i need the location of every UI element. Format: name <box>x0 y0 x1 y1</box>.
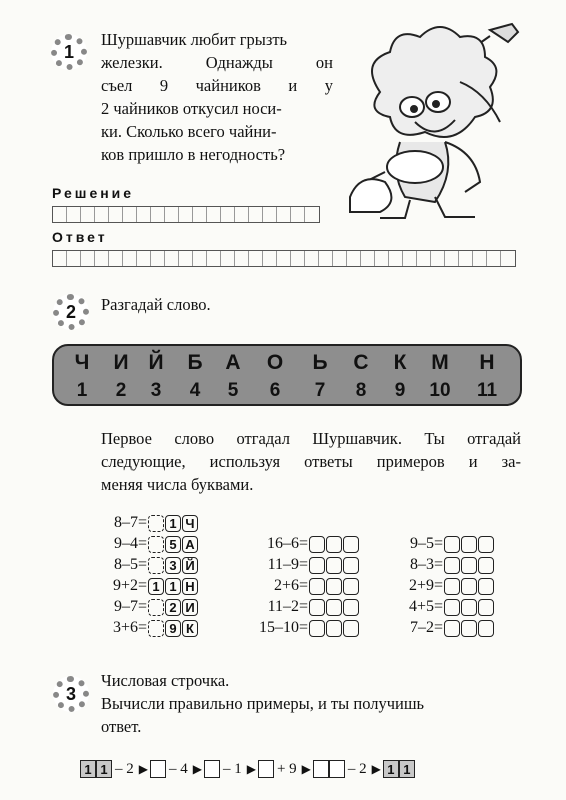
exercise-expression: 11–9= <box>267 556 308 573</box>
grid-cell[interactable] <box>487 251 501 266</box>
exercise-expression: 15–10= <box>258 619 308 636</box>
grid-cell[interactable] <box>291 207 305 222</box>
task3-text <box>101 669 521 738</box>
task3-line: Числовая строчка. <box>101 671 230 690</box>
grid-cell[interactable] <box>165 207 179 222</box>
grid-cell[interactable] <box>109 207 123 222</box>
answer-cell[interactable] <box>343 536 359 553</box>
task2-prompt: Разгадай слово. <box>101 295 211 314</box>
grid-cell[interactable] <box>473 251 487 266</box>
answer-cell[interactable] <box>326 557 342 574</box>
arrow-icon: ▶ <box>371 761 381 776</box>
exercise-row <box>240 618 359 638</box>
key-letter: А <box>225 351 241 374</box>
exercise-row <box>101 534 198 554</box>
answer-cell[interactable]: 1 <box>165 578 181 595</box>
task3-line: Вычисли правильно примеры, и ты получишь <box>101 694 425 713</box>
chain-cell: 1 <box>80 760 96 778</box>
grid-cell[interactable] <box>53 251 67 266</box>
answer-cell[interactable]: 1 <box>165 515 181 532</box>
key-column <box>341 348 381 404</box>
exercise-row <box>240 576 359 596</box>
grid-cell[interactable] <box>305 207 319 222</box>
key-column <box>420 348 460 404</box>
answer-cell[interactable] <box>478 557 494 574</box>
task1-line: Шуршавчик любит грызть <box>101 30 288 49</box>
exercise-row <box>393 618 494 638</box>
grid-cell[interactable] <box>179 207 193 222</box>
task1-line: ки. Сколько всего чайни- <box>101 122 277 141</box>
answer-cell[interactable] <box>478 578 494 595</box>
key-letter: Й <box>148 351 164 374</box>
exercise-expression: 7–2= <box>409 619 443 636</box>
grid-cell[interactable] <box>207 207 221 222</box>
exercise-expression: 8–3= <box>409 556 443 573</box>
solution-label: Решение <box>52 185 135 201</box>
key-column <box>255 348 295 404</box>
grid-cell[interactable] <box>221 251 235 266</box>
grid-cell[interactable] <box>305 251 319 266</box>
exercise-expression: 4+5= <box>408 598 443 615</box>
exercise-expression: 8–5= <box>113 556 147 573</box>
answer-cell[interactable] <box>326 620 342 637</box>
key-letter: С <box>353 351 369 374</box>
key-column <box>136 348 176 404</box>
key-letter: М <box>431 351 449 374</box>
exercise-row <box>393 576 494 596</box>
grid-cell[interactable] <box>67 251 81 266</box>
exercise-row <box>101 597 198 617</box>
answer-grid[interactable] <box>52 250 516 267</box>
instruction-line: следующие, используя ответы примеров и за- <box>101 452 521 471</box>
answer-cell[interactable]: 3 <box>165 557 181 574</box>
key-column <box>300 348 340 404</box>
key-letter: Ь <box>312 351 328 374</box>
answer-cell[interactable] <box>343 557 359 574</box>
grid-cell[interactable] <box>389 251 403 266</box>
key-number: 11 <box>476 380 498 401</box>
exercise-expression: 2+9= <box>408 577 443 594</box>
answer-cell[interactable]: Й <box>182 557 198 574</box>
answer-cell[interactable]: 1 <box>148 578 164 595</box>
answer-cell[interactable]: А <box>182 536 198 553</box>
grid-cell[interactable] <box>123 251 137 266</box>
answer-cell[interactable] <box>461 620 477 637</box>
key-letter: Б <box>187 351 203 374</box>
answer-cell[interactable]: 2 <box>165 599 181 616</box>
chain-cell[interactable] <box>329 760 345 778</box>
key-number: 6 <box>269 380 281 401</box>
key-letter: К <box>393 351 407 374</box>
exercise-row <box>393 534 494 554</box>
key-number: 7 <box>314 380 326 401</box>
key-number: 5 <box>227 380 239 401</box>
grid-cell[interactable] <box>347 251 361 266</box>
exercise-expression: 9–5= <box>409 535 443 552</box>
instruction-line: меняя числа буквами. <box>101 475 254 494</box>
chain-operation: – 1 <box>222 760 242 777</box>
task1-text <box>101 28 333 166</box>
chain-operation: – 2 <box>347 760 367 777</box>
grid-cell[interactable] <box>123 207 137 222</box>
answer-cell[interactable] <box>444 536 460 553</box>
grid-cell[interactable] <box>417 251 431 266</box>
answer-cell[interactable] <box>148 536 164 553</box>
grid-cell[interactable] <box>67 207 81 222</box>
exercise-expression: 11–2= <box>267 598 308 615</box>
answer-cell[interactable] <box>444 557 460 574</box>
grid-cell[interactable] <box>277 207 291 222</box>
solution-grid[interactable] <box>52 206 320 223</box>
answer-cell[interactable]: 9 <box>165 620 181 637</box>
grid-cell[interactable] <box>431 251 445 266</box>
grid-cell[interactable] <box>95 207 109 222</box>
grid-cell[interactable] <box>403 251 417 266</box>
answer-cell[interactable] <box>343 620 359 637</box>
exercise-row <box>240 555 359 575</box>
chain-cell[interactable] <box>204 760 220 778</box>
exercise-expression: 2+6= <box>273 577 308 594</box>
task-number-badge: 1 <box>51 34 87 70</box>
exercise-expression: 9–7= <box>113 598 147 615</box>
exercise-row <box>393 597 494 617</box>
answer-cell[interactable] <box>444 599 460 616</box>
answer-cell[interactable] <box>326 536 342 553</box>
key-number: 1 <box>76 380 88 401</box>
grid-cell[interactable] <box>151 251 165 266</box>
answer-cell[interactable] <box>326 599 342 616</box>
chain-cell[interactable] <box>313 760 329 778</box>
answer-cell[interactable] <box>326 578 342 595</box>
key-number: 4 <box>189 380 201 401</box>
grid-cell[interactable] <box>361 251 375 266</box>
grid-cell[interactable] <box>81 207 95 222</box>
answer-cell[interactable] <box>343 578 359 595</box>
key-letter: Ч <box>74 351 90 374</box>
key-column <box>62 348 102 404</box>
answer-cell[interactable] <box>461 536 477 553</box>
grid-cell[interactable] <box>445 251 459 266</box>
answer-cell[interactable] <box>148 557 164 574</box>
chain-cell[interactable] <box>150 760 166 778</box>
key-number: 8 <box>355 380 367 401</box>
chain-cell: 1 <box>96 760 112 778</box>
exercise-expression: 9+2= <box>112 577 147 594</box>
arrow-icon: ▶ <box>246 761 256 776</box>
grid-cell[interactable] <box>207 251 221 266</box>
task1-line: ков пришло в негодность? <box>101 145 286 164</box>
exercise-row <box>101 618 198 638</box>
chain-operation: – 2 <box>115 760 134 777</box>
grid-cell[interactable] <box>249 207 263 222</box>
answer-cell[interactable] <box>309 536 325 553</box>
answer-cell[interactable]: Н <box>182 578 198 595</box>
answer-label: Ответ <box>52 229 108 245</box>
chain-cell: 1 <box>399 760 415 778</box>
grid-cell[interactable] <box>165 251 179 266</box>
grid-cell[interactable] <box>193 251 207 266</box>
key-column <box>467 348 507 404</box>
answer-cell[interactable]: 5 <box>165 536 181 553</box>
task1-line: железки. Однажды он <box>101 53 333 72</box>
grid-cell[interactable] <box>137 207 151 222</box>
grid-cell[interactable] <box>277 251 291 266</box>
grid-cell[interactable] <box>109 251 123 266</box>
answer-cell[interactable] <box>309 620 325 637</box>
answer-cell[interactable] <box>148 599 164 616</box>
exercise-row <box>240 597 359 617</box>
arrow-icon: ▶ <box>301 761 311 776</box>
chain-operation: – 4 <box>168 760 188 777</box>
instruction-line: Первое слово отгадал Шуршавчик. Ты отгадай <box>101 429 521 448</box>
answer-cell[interactable] <box>461 557 477 574</box>
exercise-row <box>240 534 359 554</box>
exercise-row <box>101 513 198 533</box>
exercise-expression: 16–6= <box>266 535 308 552</box>
shurshavchik-illustration <box>340 22 525 222</box>
task2-instructions <box>101 427 521 496</box>
exercise-expression: 8–7= <box>113 514 147 531</box>
grid-cell[interactable] <box>249 251 263 266</box>
grid-cell[interactable] <box>53 207 67 222</box>
grid-cell[interactable] <box>179 251 193 266</box>
answer-cell[interactable] <box>444 578 460 595</box>
answer-cell[interactable] <box>148 515 164 532</box>
letter-number-key <box>52 344 522 406</box>
key-number: 10 <box>429 380 451 401</box>
grid-cell[interactable] <box>235 207 249 222</box>
answer-cell[interactable] <box>478 620 494 637</box>
chain-cell: 1 <box>383 760 399 778</box>
grid-cell[interactable] <box>459 251 473 266</box>
key-letter: О <box>266 351 284 374</box>
chain-operation: + 9 <box>276 760 297 777</box>
answer-cell[interactable]: И <box>182 599 198 616</box>
key-number: 2 <box>115 380 127 401</box>
exercise-expression: 3+6= <box>112 619 147 636</box>
task-number-badge: 2 <box>53 294 89 330</box>
key-column <box>213 348 253 404</box>
grid-cell[interactable] <box>137 251 151 266</box>
answer-cell[interactable] <box>444 620 460 637</box>
grid-cell[interactable] <box>263 207 277 222</box>
exercise-row <box>393 555 494 575</box>
answer-cell[interactable]: Ч <box>182 515 198 532</box>
task3-line: ответ. <box>101 717 142 736</box>
answer-cell[interactable] <box>461 599 477 616</box>
answer-cell[interactable] <box>309 599 325 616</box>
grid-cell[interactable] <box>193 207 207 222</box>
grid-cell[interactable] <box>501 251 515 266</box>
grid-cell[interactable] <box>235 251 249 266</box>
task1-line: 2 чайников откусил носи- <box>101 99 282 118</box>
task-number-badge: 3 <box>53 676 89 712</box>
grid-cell[interactable] <box>333 251 347 266</box>
answer-cell[interactable] <box>309 557 325 574</box>
answer-cell[interactable] <box>478 536 494 553</box>
answer-cell[interactable] <box>461 578 477 595</box>
answer-cell[interactable] <box>343 599 359 616</box>
key-letter: И <box>113 351 129 374</box>
grid-cell[interactable] <box>221 207 235 222</box>
grid-cell[interactable] <box>375 251 389 266</box>
answer-cell[interactable]: К <box>182 620 198 637</box>
grid-cell[interactable] <box>319 251 333 266</box>
answer-cell[interactable] <box>309 578 325 595</box>
grid-cell[interactable] <box>81 251 95 266</box>
key-number: 3 <box>150 380 162 401</box>
exercise-expression: 9–4= <box>113 535 147 552</box>
key-column <box>175 348 215 404</box>
exercise-row <box>101 576 198 596</box>
chain-cell[interactable] <box>258 760 274 778</box>
key-number: 9 <box>394 380 406 401</box>
grid-cell[interactable] <box>151 207 165 222</box>
grid-cell[interactable] <box>291 251 305 266</box>
grid-cell[interactable] <box>95 251 109 266</box>
grid-cell[interactable] <box>263 251 277 266</box>
exercise-row <box>101 555 198 575</box>
answer-cell[interactable] <box>148 620 164 637</box>
task1-line: съел 9 чайников и у <box>101 76 333 95</box>
key-column <box>380 348 420 404</box>
answer-cell[interactable] <box>478 599 494 616</box>
key-letter: Н <box>479 351 495 374</box>
number-chain <box>80 760 415 778</box>
arrow-icon: ▶ <box>138 761 148 776</box>
key-column <box>101 348 141 404</box>
arrow-icon: ▶ <box>192 761 202 776</box>
